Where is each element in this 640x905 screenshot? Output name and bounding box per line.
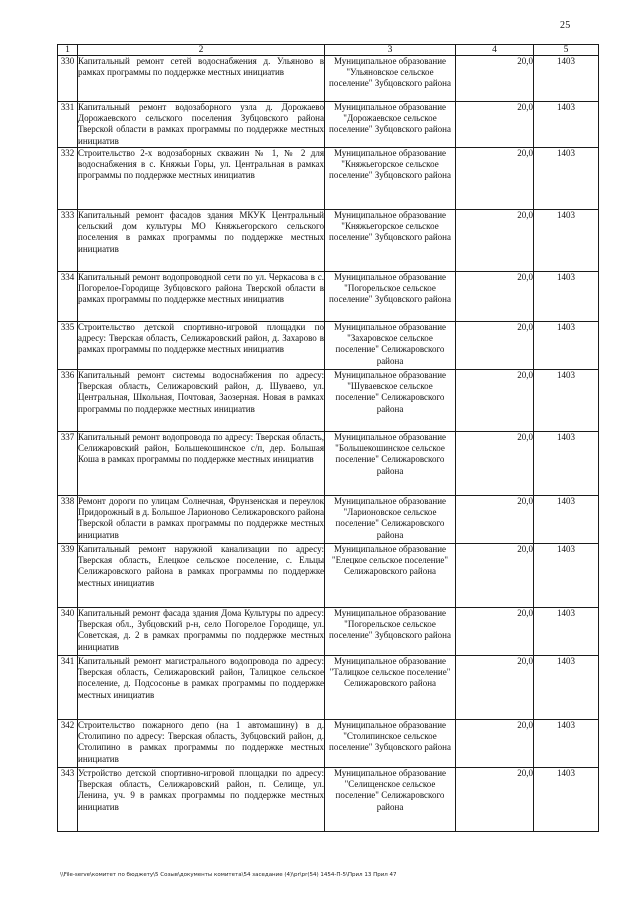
amount-cell: 20,0: [456, 656, 534, 720]
project-name-cell: Строительство детской спортивно-игровой площадки по адресу: Тверская область, Селижаровский район, д. Захарово в рамках программы по поддержке местных инициатив: [78, 322, 325, 370]
table-row: [58, 720, 599, 768]
code-cell: 1403: [534, 496, 599, 544]
code-cell: 1403: [534, 370, 599, 432]
municipality-cell: Муниципальное образование "Погорельское сельское поселение" Зубцовского района: [325, 608, 456, 656]
project-name-cell: Устройство детской спортивно-игровой площадки по адресу: Тверская область, Селижаровский район, п. Селище, ул. Ленина, уч. 9 в рамках программы по поддержке местных инициатив: [78, 768, 325, 832]
municipality-cell: Муниципальное образование "Селищенское сельское поселение" Селижаровского района: [325, 768, 456, 832]
municipality-cell: Муниципальное образование "Шуваевское сельское поселение" Селижаровского района: [325, 370, 456, 432]
project-name-cell: Капитальный ремонт сетей водоснабжения д. Ульяново в рамках программы по поддержке местных инициатив: [78, 56, 325, 102]
row-number-cell: 337: [58, 432, 78, 496]
table-row: [58, 148, 599, 210]
amount-cell: 20,0: [456, 210, 534, 272]
municipality-cell: Муниципальное образование "Княжьегорское сельское поселение" Зубцовского района: [325, 148, 456, 210]
code-cell: 1403: [534, 656, 599, 720]
file-path-footer: \\File-serve\комитет по бюджету\5 Созыв\документы комитета\54 заседание (4)\pr\pr(54) 1454-П-5\Прил 13 Прил 47: [60, 872, 397, 878]
amount-cell: 20,0: [456, 608, 534, 656]
amount-cell: 20,0: [456, 432, 534, 496]
code-cell: 1403: [534, 102, 599, 148]
code-cell: 1403: [534, 148, 599, 210]
code-cell: 1403: [534, 768, 599, 832]
table-row: [58, 322, 599, 370]
table-row: [58, 432, 599, 496]
row-number-cell: 336: [58, 370, 78, 432]
code-cell: 1403: [534, 720, 599, 768]
amount-cell: 20,0: [456, 544, 534, 608]
municipality-cell: Муниципальное образование "Ульяновское сельское поселение" Зубцовского района: [325, 56, 456, 102]
code-cell: 1403: [534, 608, 599, 656]
table-row: [58, 544, 599, 608]
table-row: [58, 768, 599, 832]
amount-cell: 20,0: [456, 322, 534, 370]
municipality-cell: Муниципальное образование "Столипинское сельское поселение" Зубцовского района: [325, 720, 456, 768]
table-row: [58, 370, 599, 432]
row-number-cell: 330: [58, 56, 78, 102]
project-name-cell: Ремонт дороги по улицам Солнечная, Фрунзенская и переулок Придорожный в д. Большое Ларионово Селижаровского района Тверской области в рамках программы по поддержке местных инициатив: [78, 496, 325, 544]
municipality-cell: Муниципальное образование "Елецкое сельское поселение" Селижаровского района: [325, 544, 456, 608]
table-row: [58, 272, 599, 322]
header-cell-3: 3: [325, 45, 456, 56]
amount-cell: 20,0: [456, 370, 534, 432]
table-row: [58, 210, 599, 272]
project-name-cell: Капитальный ремонт системы водоснабжения по адресу: Тверская область, Селижаровский район, д. Шуваево, ул. Центральная, Школьная, Почтовая, Заозерная. Новая в рамках программы по поддержке местных инициатив: [78, 370, 325, 432]
municipality-cell: Муниципальное образование "Погорельское сельское поселение" Зубцовского района: [325, 272, 456, 322]
municipality-cell: Муниципальное образование "Ларионовское сельское поселение" Селижаровского района: [325, 496, 456, 544]
row-number-cell: 333: [58, 210, 78, 272]
municipality-cell: Муниципальное образование "Большекошинское сельское поселение" Селижаровского района: [325, 432, 456, 496]
page-number: 25: [560, 20, 571, 31]
header-cell-4: 4: [456, 45, 534, 56]
municipality-cell: Муниципальное образование "Талицкое сельское поселение" Селижаровского района: [325, 656, 456, 720]
table-header-row: [58, 45, 599, 56]
header-cell-1: 1: [58, 45, 78, 56]
amount-cell: 20,0: [456, 102, 534, 148]
amount-cell: 20,0: [456, 272, 534, 322]
amount-cell: 20,0: [456, 56, 534, 102]
code-cell: 1403: [534, 544, 599, 608]
row-number-cell: 342: [58, 720, 78, 768]
row-number-cell: 334: [58, 272, 78, 322]
project-name-cell: Капитальный ремонт водопроводной сети по ул. Черкасова в с. Погорелое-Городище Зубцовского района Тверской области в рамках программы по поддержке местных инициатив: [78, 272, 325, 322]
municipality-cell: Муниципальное образование "Княжьегорское сельское поселение" Зубцовского района: [325, 210, 456, 272]
project-name-cell: Строительство 2-х водозаборных скважин № 1, № 2 для водоснабжения в с. Княжьи Горы, ул. Центральная в рамках программы по поддержке местных инициатив: [78, 148, 325, 210]
row-number-cell: 331: [58, 102, 78, 148]
code-cell: 1403: [534, 432, 599, 496]
table-row: [58, 496, 599, 544]
project-name-cell: Строительство пожарного депо (на 1 автомашину) в д. Столипино по адресу: Тверская область, Зубцовский район, д. Столипино в рамках программы по поддержке местных инициатив: [78, 720, 325, 768]
amount-cell: 20,0: [456, 148, 534, 210]
amount-cell: 20,0: [456, 496, 534, 544]
municipality-cell: Муниципальное образование "Захаровское сельское поселение" Селижаровского района: [325, 322, 456, 370]
row-number-cell: 340: [58, 608, 78, 656]
project-name-cell: Капитальный ремонт водопровода по адресу: Тверская область, Селижаровский район, Большекошинское с/п, дер. Большая Коша в рамках программы по поддержке местных инициатив: [78, 432, 325, 496]
project-name-cell: Капитальный ремонт магистрального водопровода по адресу: Тверская область, Селижаровский район, Талицкое сельское поселение, д. Подсосонье в рамках программы по поддержке местных инициатив: [78, 656, 325, 720]
appendix-table: [57, 44, 599, 832]
row-number-cell: 338: [58, 496, 78, 544]
amount-cell: 20,0: [456, 768, 534, 832]
table-row: [58, 102, 599, 148]
project-name-cell: Капитальный ремонт фасада здания Дома Культуры по адресу: Тверская обл., Зубцовский р-н, село Погорелое Городище, ул. Советская, д. 2 в рамках программы по поддержке местных инициатив: [78, 608, 325, 656]
table-row: [58, 656, 599, 720]
row-number-cell: 335: [58, 322, 78, 370]
code-cell: 1403: [534, 210, 599, 272]
project-name-cell: Капитальный ремонт фасадов здания МКУК Центральный сельский дом культуры МО Княжьегорского сельского поселения в рамках программы по поддержке местных инициатив: [78, 210, 325, 272]
header-cell-2: 2: [78, 45, 325, 56]
code-cell: 1403: [534, 56, 599, 102]
code-cell: 1403: [534, 272, 599, 322]
municipality-cell: Муниципальное образование "Дорожаевское сельское поселение" Зубцовского района: [325, 102, 456, 148]
code-cell: 1403: [534, 322, 599, 370]
row-number-cell: 332: [58, 148, 78, 210]
amount-cell: 20,0: [456, 720, 534, 768]
project-name-cell: Капитальный ремонт наружной канализации по адресу: Тверская область, Елецкое сельское поселение, с. Ельцы Селижаровского района в рамках программы по поддержке местных инициатив: [78, 544, 325, 608]
row-number-cell: 343: [58, 768, 78, 832]
row-number-cell: 341: [58, 656, 78, 720]
project-name-cell: Капитальный ремонт водозаборного узла д. Дорожаево Дорожаевского сельского поселения Зубцовского района Тверской области в рамках программы по поддержке местных инициатив: [78, 102, 324, 146]
table-row: [58, 56, 599, 102]
header-cell-5: 5: [534, 45, 599, 56]
row-number-cell: 339: [58, 544, 78, 608]
table-row: [58, 608, 599, 656]
